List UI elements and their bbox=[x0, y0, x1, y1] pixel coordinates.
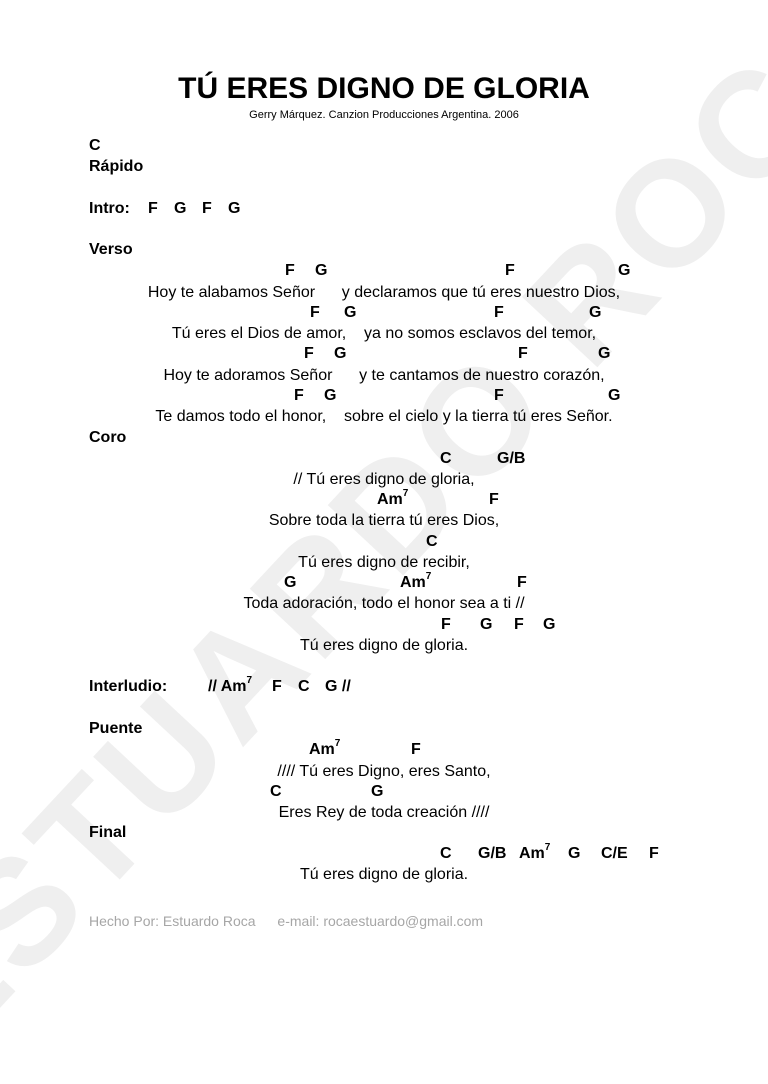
chord: F bbox=[285, 262, 295, 279]
song-key: C bbox=[89, 137, 101, 154]
chord: G bbox=[589, 304, 602, 321]
chord: G bbox=[598, 345, 611, 362]
chord: G bbox=[344, 304, 357, 321]
chord: F bbox=[505, 262, 515, 279]
chord: F bbox=[489, 491, 499, 508]
chord: G bbox=[284, 574, 297, 591]
chord: F bbox=[441, 616, 451, 633]
chord: G bbox=[480, 616, 493, 633]
lyric-line: Tú eres digno de gloria. bbox=[299, 866, 469, 883]
chord: G bbox=[608, 387, 621, 404]
intro-chord: F bbox=[148, 200, 158, 217]
chord: F bbox=[411, 741, 421, 758]
chord: Am$^7$ bbox=[400, 570, 432, 591]
lyric-line: Tú eres digno de recibir, bbox=[298, 554, 470, 571]
chord: G bbox=[334, 345, 347, 362]
chord: C bbox=[270, 783, 282, 800]
intro-label: Intro: bbox=[89, 200, 130, 217]
chord: G/B bbox=[497, 450, 526, 467]
bridge-label: Puente bbox=[89, 720, 143, 737]
chord: G bbox=[315, 262, 328, 279]
chord: // Am$^7$ bbox=[208, 674, 253, 695]
chord: G/B bbox=[478, 845, 507, 862]
chord: C/E bbox=[601, 845, 628, 862]
lyric-line: Sobre toda la tierra tú eres Dios, bbox=[268, 512, 500, 529]
chord: G // bbox=[325, 678, 351, 695]
chord: G bbox=[543, 616, 556, 633]
chord: F bbox=[494, 304, 504, 321]
chorus-label: Coro bbox=[89, 429, 127, 446]
chord: F bbox=[304, 345, 314, 362]
chord: G bbox=[371, 783, 384, 800]
chord: F bbox=[310, 304, 320, 321]
lyric-line: Te damos todo el honor, sobre el cielo y la tierra tú eres Señor. bbox=[155, 408, 613, 425]
footer bbox=[89, 913, 483, 929]
chord: F bbox=[294, 387, 304, 404]
chord: G bbox=[324, 387, 337, 404]
lyric-line: Hoy te alabamos Señor y declaramos que tú eres nuestro Dios, bbox=[147, 284, 621, 301]
chord: Am$^7$ bbox=[377, 487, 409, 508]
ending-label: Final bbox=[89, 824, 127, 841]
chord: F bbox=[517, 574, 527, 591]
chord: G bbox=[568, 845, 581, 862]
lyric-line: Eres Rey de toda creación //// bbox=[278, 804, 490, 821]
lyric-line: //// Tú eres Digno, eres Santo, bbox=[277, 763, 491, 780]
chord: F bbox=[272, 678, 282, 695]
chord: F bbox=[494, 387, 504, 404]
chord: C bbox=[440, 845, 452, 862]
lyric-line: Tú eres el Dios de amor, ya no somos esclavos del temor, bbox=[171, 325, 597, 342]
intro-chord: G bbox=[228, 200, 241, 217]
chord: C bbox=[440, 450, 452, 467]
chord: Am$^7$ bbox=[309, 737, 341, 758]
author-credit: Hecho Por: Estuardo Roca bbox=[89, 913, 256, 929]
chord: F bbox=[514, 616, 524, 633]
lyric-line: Toda adoración, todo el honor sea a ti // bbox=[243, 595, 525, 612]
tempo-label: Rápido bbox=[89, 158, 144, 175]
chord: C bbox=[426, 533, 438, 550]
lyric-line: Hoy te adoramos Señor y te cantamos de nuestro corazón, bbox=[163, 367, 605, 384]
chord: F bbox=[518, 345, 528, 362]
intro-chord: G bbox=[174, 200, 187, 217]
song-credits: Gerry Márquez. Canzion Producciones Argentina. 2006 bbox=[249, 109, 519, 121]
song-title: TÚ ERES DIGNO DE GLORIA bbox=[178, 72, 590, 105]
chord: G bbox=[618, 262, 631, 279]
intro-chord: F bbox=[202, 200, 212, 217]
verse-label: Verso bbox=[89, 241, 133, 258]
chord: F bbox=[649, 845, 659, 862]
contact-email: e-mail: rocaestuardo@gmail.com bbox=[277, 913, 484, 929]
chord: Am$^7$ bbox=[519, 841, 551, 862]
interlude-label: Interludio: bbox=[89, 678, 168, 695]
chord: C bbox=[298, 678, 310, 695]
lyric-line: Tú eres digno de gloria. bbox=[299, 637, 469, 654]
lyric-line: // Tú eres digno de gloria, bbox=[293, 471, 475, 488]
